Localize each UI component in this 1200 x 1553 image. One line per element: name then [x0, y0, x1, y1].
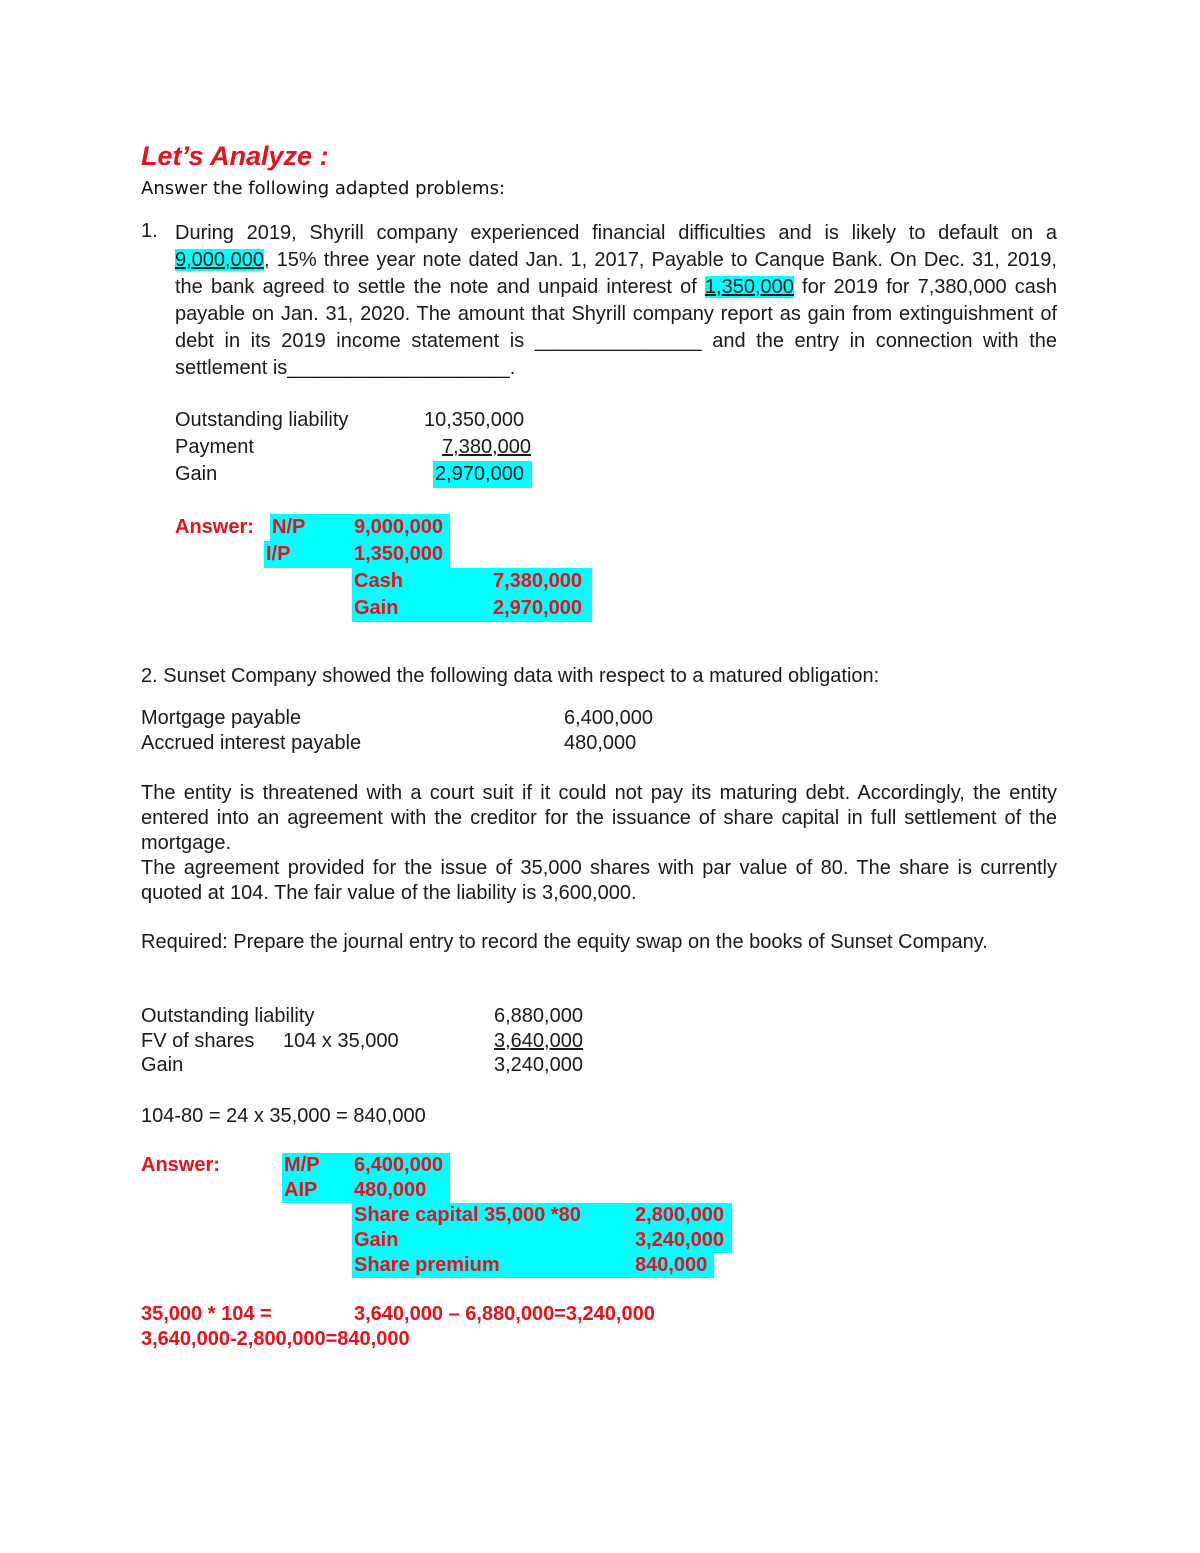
- p1-answer-gain-value: 2,970,000: [493, 597, 582, 619]
- p1-answer-label: Answer:: [175, 516, 254, 538]
- p2-premium-calc: 104-80 = 24 x 35,000 = 840,000: [141, 1105, 426, 1127]
- p2-footer-calc-1a: 35,000 * 104 =: [141, 1303, 272, 1325]
- problem1-highlight-interest: 1,350,000: [704, 276, 794, 298]
- p1-answer-gain: Gain: [354, 597, 399, 619]
- problem2-intro: 2. Sunset Company showed the following data with respect to a matured obligation:: [141, 665, 880, 687]
- p1-comp-value-3: 2,970,000: [435, 463, 524, 485]
- p2-comp-value-1: 6,880,000: [494, 1005, 583, 1027]
- p1-comp-label-1: Outstanding liability: [175, 409, 349, 431]
- problem2-para1: The entity is threatened with a court suit if it could not pay its maturing debt. Accordingly, the entity entered into an agreement with the creditor for the issuance of share capital in full settlement of the mortgage.: [141, 782, 1057, 854]
- p1-answer-np: N/P: [272, 516, 306, 538]
- p2-comp-value-2: 3,640,000: [494, 1030, 583, 1052]
- p2-data-value-1: 6,400,000: [564, 707, 653, 729]
- p1-answer-ip: I/P: [266, 543, 291, 565]
- p1-answer-np-value: 9,000,000: [354, 516, 443, 538]
- p2-comp-mid-2: 104 x 35,000: [283, 1030, 399, 1052]
- p2-answer-gain-value: 3,240,000: [635, 1229, 724, 1251]
- problem1-highlight-principal: 9,000,000: [175, 249, 264, 271]
- p2-comp-value-3: 3,240,000: [494, 1054, 583, 1076]
- p2-comp-label-1: Outstanding liability: [141, 1005, 315, 1027]
- p2-answer-aip: AIP: [284, 1179, 318, 1201]
- p2-answer-share-capital: Share capital 35,000 *80: [354, 1204, 581, 1226]
- p2-answer-share-premium: Share premium: [354, 1254, 500, 1276]
- problem2-para2: The agreement provided for the issue of 35,000 shares with par value of 80. The share is currently quoted at 104. The fair value of the liability is 3,600,000.: [141, 857, 1057, 904]
- p2-data-label-1: Mortgage payable: [141, 707, 302, 729]
- p2-answer-mp-value: 6,400,000: [354, 1154, 443, 1176]
- p2-comp-label-3: Gain: [141, 1054, 184, 1076]
- p1-answer-cash: Cash: [354, 570, 403, 592]
- p1-comp-value-2: 7,380,000: [442, 436, 531, 458]
- p1-comp-label-2: Payment: [175, 436, 254, 458]
- p2-footer-calc-1b: 3,640,000 – 6,880,000=3,240,000: [354, 1303, 655, 1325]
- p1-comp-value-1: 10,350,000: [424, 409, 525, 431]
- p2-answer-label: Answer:: [141, 1154, 220, 1176]
- p2-answer-share-capital-value: 2,800,000: [635, 1204, 724, 1226]
- page-title: Let’s Analyze :: [141, 141, 329, 171]
- problem1-text-a: During 2019, Shyrill company experienced financial difficulties and is likely to default on a: [175, 222, 1057, 244]
- p2-answer-gain: Gain: [354, 1229, 399, 1251]
- page-subtitle: Answer the following adapted problems:: [141, 178, 506, 199]
- p1-answer-cash-value: 7,380,000: [493, 570, 582, 592]
- p1-answer-ip-value: 1,350,000: [354, 543, 443, 565]
- p2-data-value-2: 480,000: [564, 732, 637, 754]
- problem1-text-c: for 2019 for 7,380,000 cash payable on Jan. 31, 2020. The amount that Shyrill company report as gain from extinguishment of debt in its 2019 income statement is _______________ and the entry in connection with the settlement is____________________.: [175, 276, 1057, 379]
- problem1-number: 1.: [141, 220, 158, 242]
- p2-data-label-2: Accrued interest payable: [141, 732, 362, 754]
- p2-answer-share-premium-value: 840,000: [635, 1254, 708, 1276]
- problem1-text-b: , 15% three year note dated Jan. 1, 2017, Payable to Canque Bank. On Dec. 31, 2019, the bank agreed to settle the note and unpaid interest of: [175, 249, 1057, 298]
- problem2-required: Required: Prepare the journal entry to record the equity swap on the books of Sunset Company.: [141, 931, 988, 953]
- problem1-text: [175, 220, 1057, 382]
- p1-comp-label-3: Gain: [175, 463, 218, 485]
- p2-footer-calc-2: 3,640,000-2,800,000=840,000: [141, 1328, 410, 1350]
- p2-comp-label-2: FV of shares: [141, 1030, 255, 1052]
- p2-answer-mp: M/P: [284, 1154, 320, 1176]
- p2-answer-aip-value: 480,000: [354, 1179, 427, 1201]
